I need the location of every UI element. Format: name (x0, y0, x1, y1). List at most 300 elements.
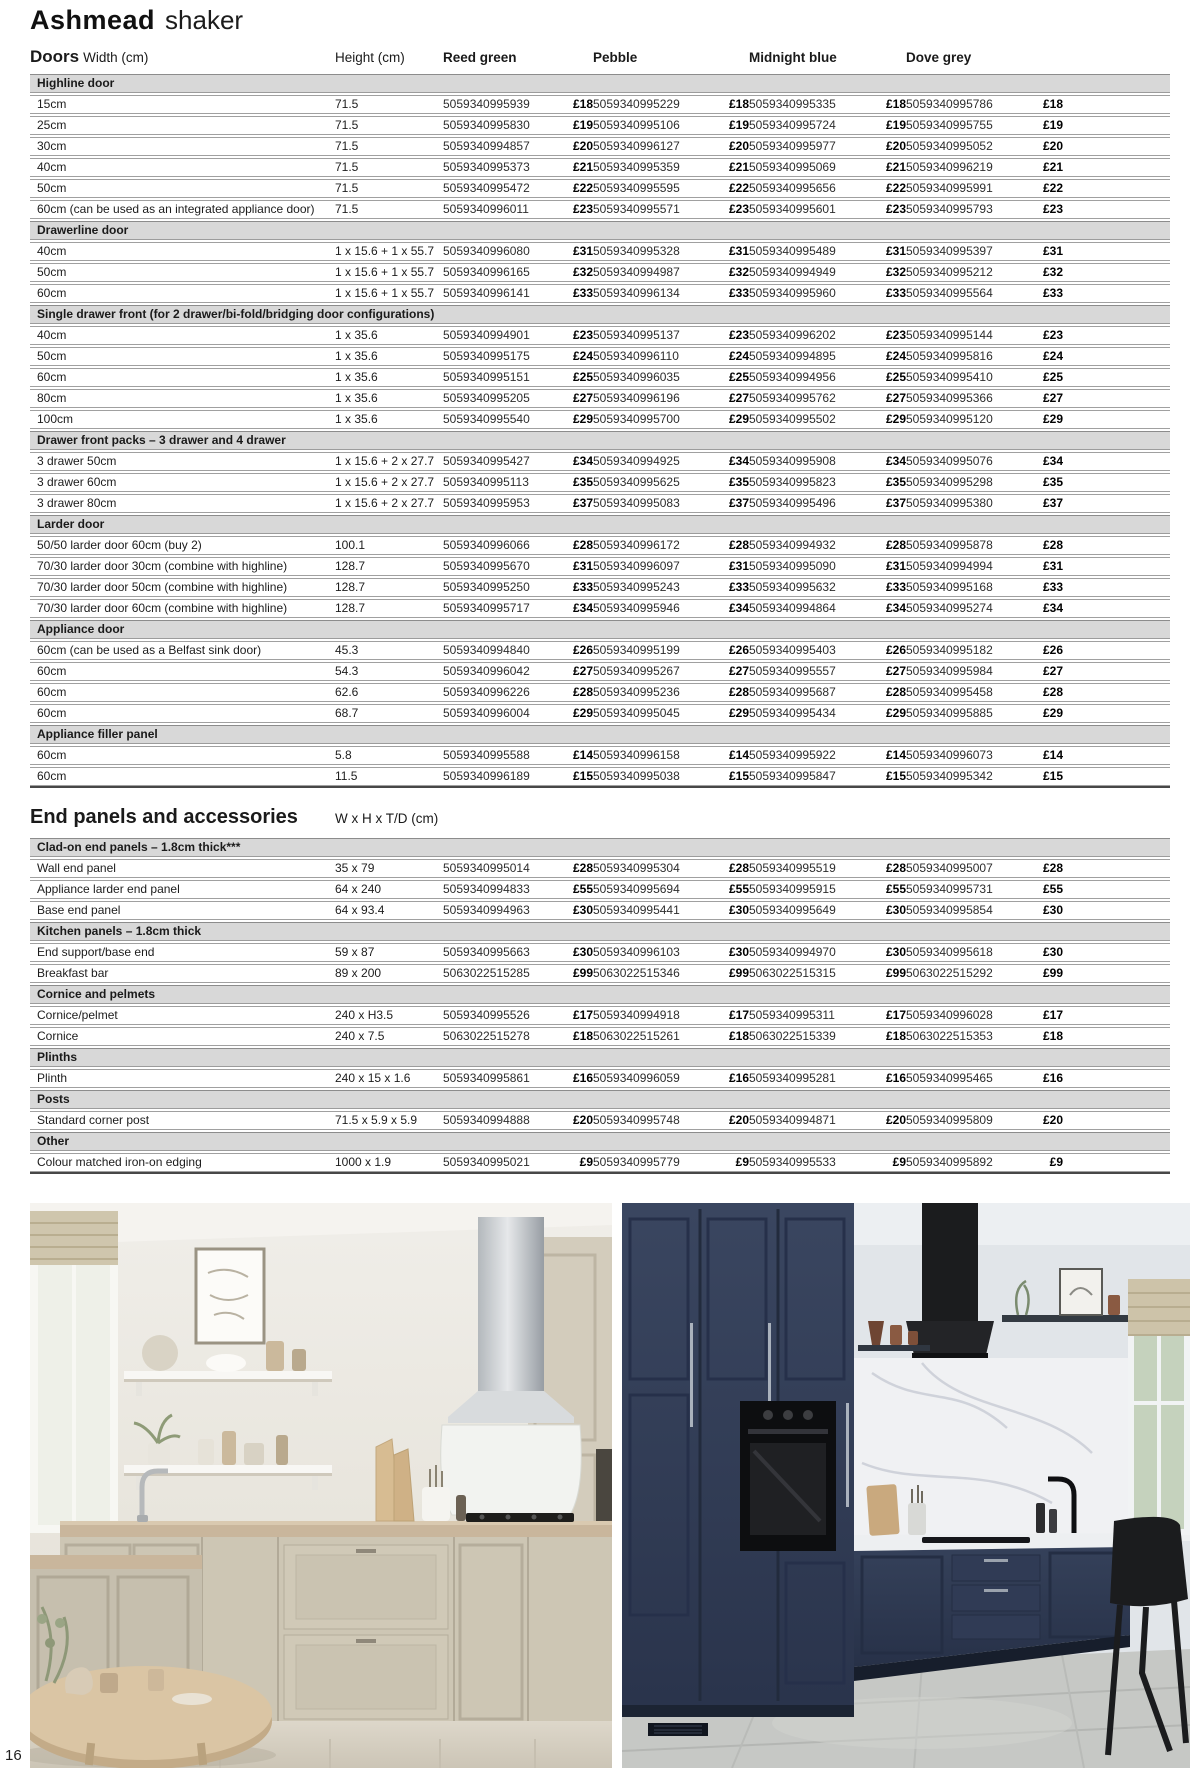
product-code: 5059340995809 (906, 1113, 993, 1127)
size-value: 11.5 (335, 769, 358, 783)
product-code: 5059340996172 (593, 538, 680, 552)
size-value: 35 x 79 (335, 861, 375, 875)
product-code: 5059340995779 (593, 1155, 680, 1169)
price-value: £21 (572, 160, 593, 174)
price-value: £33 (572, 286, 593, 300)
size-value: 128.7 (335, 601, 366, 615)
table-row (30, 536, 1170, 555)
product-code: 5059340995670 (443, 559, 530, 573)
price-value: £9 (735, 1155, 749, 1169)
product-code: 5063022515315 (749, 966, 836, 980)
product-code: 5059340995175 (443, 349, 530, 363)
price-value: £18 (728, 97, 749, 111)
product-code: 5059340995489 (749, 244, 836, 258)
product-code: 5059340996158 (593, 748, 680, 762)
price-value: £37 (728, 496, 749, 510)
price-value: £26 (1042, 643, 1063, 657)
size-value: 71.5 (335, 181, 359, 195)
price-value: £19 (728, 118, 749, 132)
price-value: £26 (728, 643, 749, 657)
product-code: 5059340995267 (593, 664, 680, 678)
table-row (30, 284, 1170, 303)
product-code: 5059340996042 (443, 664, 530, 678)
price-value: £24 (1042, 349, 1063, 363)
price-value: £17 (728, 1008, 749, 1022)
product-name: 70/30 larder door 60cm (combine with highline) (37, 601, 288, 615)
price-value: £31 (885, 559, 906, 573)
doors-table-header (30, 47, 1170, 72)
price-value: £14 (1042, 748, 1063, 762)
built-in-oven (740, 1401, 836, 1551)
price-value: £20 (728, 139, 749, 153)
product-name: Wall end panel (37, 861, 116, 875)
price-value: £32 (728, 265, 749, 279)
price-value: £20 (885, 139, 906, 153)
product-code: 5059340995717 (443, 601, 530, 615)
price-value: £23 (572, 202, 593, 216)
size-value: 1 x 35.6 (335, 349, 378, 363)
size-value: 5.8 (335, 748, 352, 762)
price-value: £20 (572, 139, 593, 153)
product-code: 5059340995144 (906, 328, 993, 342)
framed-art (196, 1249, 264, 1343)
price-value: £34 (728, 454, 749, 468)
size-value: 100.1 (335, 538, 366, 552)
price-value: £18 (885, 97, 906, 111)
table-row (30, 494, 1170, 513)
table-row (30, 880, 1170, 899)
table-row (30, 746, 1170, 765)
price-value: £29 (572, 412, 593, 426)
table-row (30, 158, 1170, 177)
product-name: Appliance larder end panel (37, 882, 180, 896)
table-row (30, 473, 1170, 492)
product-code: 5059340995632 (749, 580, 836, 594)
price-value: £18 (1042, 1029, 1063, 1043)
table-row (30, 137, 1170, 156)
price-value: £14 (728, 748, 749, 762)
table-row (30, 557, 1170, 576)
table-row (30, 347, 1170, 366)
table-row (30, 943, 1170, 962)
product-code: 5059340995861 (443, 1071, 530, 1085)
product-code: 5059340995656 (749, 181, 836, 195)
table-row (30, 1111, 1170, 1130)
price-value: £16 (885, 1071, 906, 1085)
product-code: 5063022515278 (443, 1029, 530, 1043)
price-value: £35 (1042, 475, 1063, 489)
section-header: Cornice and pelmets (30, 985, 1170, 1004)
product-code: 5059340995649 (749, 903, 836, 917)
product-code: 5059340994925 (593, 454, 680, 468)
price-value: £23 (728, 202, 749, 216)
mug (148, 1669, 164, 1691)
product-code: 5059340995694 (593, 882, 680, 896)
size-value: 59 x 87 (335, 945, 375, 959)
product-code: 5059340995199 (593, 643, 680, 657)
product-code: 5059340995557 (749, 664, 836, 678)
mug (100, 1673, 118, 1693)
price-value: £24 (885, 349, 906, 363)
price-value: £31 (728, 559, 749, 573)
product-code: 5059340995106 (593, 118, 680, 132)
colour-header-dove-grey: Dove grey (906, 50, 972, 65)
product-code: 5059340995502 (749, 412, 836, 426)
price-value: £26 (885, 643, 906, 657)
table-row (30, 1006, 1170, 1025)
price-value: £35 (885, 475, 906, 489)
product-code: 5059340995519 (749, 861, 836, 875)
product-name: 3 drawer 60cm (37, 475, 117, 489)
product-code: 5059340995274 (906, 601, 993, 615)
price-value: £34 (1042, 601, 1063, 615)
price-value: £33 (728, 580, 749, 594)
table-row (30, 116, 1170, 135)
product-code: 5059340995878 (906, 538, 993, 552)
price-value: £30 (728, 945, 749, 959)
product-code: 5059340995182 (906, 643, 993, 657)
size-value: 71.5 (335, 97, 359, 111)
product-code: 5059340996165 (443, 265, 530, 279)
table-row (30, 599, 1170, 618)
table-row (30, 200, 1170, 219)
price-value: £28 (885, 538, 906, 552)
product-code: 5059340996202 (749, 328, 836, 342)
section-header: Drawerline door (30, 221, 1170, 240)
table-row (30, 1069, 1170, 1088)
table-row (30, 179, 1170, 198)
size-value: 62.6 (335, 685, 359, 699)
price-value: £30 (728, 903, 749, 917)
price-value: £27 (572, 391, 593, 405)
size-value: 1 x 15.6 + 1 x 55.7 (335, 286, 435, 300)
product-code: 5059340995229 (593, 97, 680, 111)
size-value: 128.7 (335, 580, 366, 594)
catalog-page (30, 0, 1170, 1174)
price-value: £21 (728, 160, 749, 174)
product-code: 5059340995595 (593, 181, 680, 195)
product-code: 5059340996073 (906, 748, 993, 762)
product-name: 3 drawer 50cm (37, 454, 117, 468)
price-value: £33 (728, 286, 749, 300)
doors-header-sub: Width (cm) (83, 50, 149, 65)
table-row (30, 368, 1170, 387)
price-value: £31 (728, 244, 749, 258)
product-code: 5059340996226 (443, 685, 530, 699)
product-code: 5059340995243 (593, 580, 680, 594)
price-value: £31 (1042, 244, 1063, 258)
product-code: 5059340995731 (906, 882, 993, 896)
price-value: £9 (579, 1155, 593, 1169)
price-value: £25 (572, 370, 593, 384)
product-code: 5059340994963 (443, 903, 530, 917)
product-code: 5059340995748 (593, 1113, 680, 1127)
product-code: 5059340996080 (443, 244, 530, 258)
size-value: 1 x 35.6 (335, 328, 378, 342)
price-value: £17 (1042, 1008, 1063, 1022)
product-code: 5059340996134 (593, 286, 680, 300)
price-value: £23 (728, 328, 749, 342)
product-code: 5059340995014 (443, 861, 530, 875)
price-value: £55 (1042, 882, 1063, 896)
product-name: Colour matched iron-on edging (37, 1155, 202, 1169)
price-value: £28 (728, 685, 749, 699)
section-header: Clad-on end panels – 1.8cm thick*** (30, 838, 1170, 857)
product-code: 5059340996110 (593, 349, 679, 363)
section-header: Posts (30, 1090, 1170, 1109)
table-row (30, 1153, 1170, 1172)
size-value: 71.5 (335, 139, 359, 153)
price-value: £25 (728, 370, 749, 384)
price-value: £29 (728, 706, 749, 720)
price-value: £20 (728, 1113, 749, 1127)
product-code: 5059340995410 (906, 370, 993, 384)
product-code: 5059340996011 (443, 202, 529, 216)
price-value: £21 (885, 160, 906, 174)
price-value: £37 (885, 496, 906, 510)
product-code: 5059340995151 (443, 370, 530, 384)
price-value: £28 (1042, 538, 1063, 552)
price-value: £22 (1042, 181, 1063, 195)
price-value: £29 (1042, 412, 1063, 426)
product-code: 5059340996103 (593, 945, 680, 959)
doors-header (30, 47, 335, 67)
product-code: 5059340994970 (749, 945, 836, 959)
price-value: £27 (885, 664, 906, 678)
product-code: 5059340995922 (749, 748, 836, 762)
window (1126, 1279, 1190, 1541)
price-value: £34 (572, 601, 593, 615)
product-name: 80cm (37, 391, 67, 405)
product-name: 25cm (37, 118, 67, 132)
price-value: £9 (892, 1155, 906, 1169)
product-code: 5063022515261 (593, 1029, 680, 1043)
price-value: £15 (1042, 769, 1063, 783)
product-code: 5059340996141 (443, 286, 530, 300)
range-style: shaker (165, 5, 244, 35)
price-value: £27 (728, 664, 749, 678)
size-value: 1 x 35.6 (335, 391, 378, 405)
table-row (30, 662, 1170, 681)
product-name: 60cm (can be used as an integrated appliance door) (37, 202, 315, 216)
price-value: £55 (885, 882, 906, 896)
product-code: 5059340994987 (593, 265, 680, 279)
product-code: 5059340995250 (443, 580, 530, 594)
product-name: 60cm (37, 370, 67, 384)
price-value: £30 (572, 945, 593, 959)
size-value: 1 x 35.6 (335, 370, 378, 384)
price-value: £23 (1042, 202, 1063, 216)
price-value: £20 (885, 1113, 906, 1127)
price-value: £24 (572, 349, 593, 363)
product-code: 5059340995892 (906, 1155, 993, 1169)
product-code: 5059340995885 (906, 706, 993, 720)
product-name: Cornice/pelmet (37, 1008, 118, 1022)
price-value: £25 (1042, 370, 1063, 384)
product-code: 5059340995793 (906, 202, 993, 216)
table-row (30, 263, 1170, 282)
kitchen-photo-midnight-blue (622, 1203, 1190, 1768)
price-value: £31 (885, 244, 906, 258)
product-name: 40cm (37, 160, 67, 174)
product-name: 40cm (37, 244, 67, 258)
table-row (30, 389, 1170, 408)
price-value: £25 (885, 370, 906, 384)
product-code: 5059340995977 (749, 139, 836, 153)
table-row (30, 95, 1170, 114)
price-value: £19 (1042, 118, 1063, 132)
product-name: 70/30 larder door 50cm (combine with highline) (37, 580, 288, 594)
product-code: 5059340995366 (906, 391, 993, 405)
product-code: 5063022515353 (906, 1029, 993, 1043)
price-value: £18 (728, 1029, 749, 1043)
product-code: 5059340994888 (443, 1113, 530, 1127)
price-value: £55 (728, 882, 749, 896)
price-value: £16 (1042, 1071, 1063, 1085)
product-code: 5059340995342 (906, 769, 993, 783)
price-value: £20 (1042, 1113, 1063, 1127)
price-value: £18 (572, 1029, 593, 1043)
product-code: 5059340994994 (906, 559, 993, 573)
section-header: Other (30, 1132, 1170, 1151)
price-value: £29 (728, 412, 749, 426)
product-code: 5059340996219 (906, 160, 993, 174)
size-value: 1 x 35.6 (335, 412, 378, 426)
price-value: £30 (1042, 903, 1063, 917)
product-code: 5063022515346 (593, 966, 680, 980)
product-code: 5059340995434 (749, 706, 836, 720)
product-code: 5059340995298 (906, 475, 993, 489)
table-row (30, 410, 1170, 429)
product-code: 5059340995090 (749, 559, 836, 573)
accessories-price-table (30, 838, 1170, 1174)
product-code: 5059340995472 (443, 181, 530, 195)
product-code: 5059340995120 (906, 412, 993, 426)
table-row (30, 641, 1170, 660)
product-name: 60cm (37, 685, 67, 699)
product-code: 5059340995663 (443, 945, 530, 959)
price-value: £20 (1042, 139, 1063, 153)
height-column-header: Height (cm) (335, 50, 405, 65)
table-row (30, 704, 1170, 723)
product-name: 50/50 larder door 60cm (buy 2) (37, 538, 202, 552)
price-value: £15 (572, 769, 593, 783)
price-value: £22 (885, 181, 906, 195)
table-row (30, 242, 1170, 261)
product-code: 5059340995823 (749, 475, 836, 489)
size-value: 71.5 x 5.9 x 5.9 (335, 1113, 418, 1127)
product-code: 5059340995700 (593, 412, 680, 426)
size-value: 64 x 240 (335, 882, 382, 896)
price-value: £18 (885, 1029, 906, 1043)
price-value: £27 (1042, 391, 1063, 405)
price-value: £34 (572, 454, 593, 468)
size-value: 1 x 15.6 + 2 x 27.7 (335, 475, 435, 489)
product-name: Plinth (37, 1071, 68, 1085)
price-value: £24 (728, 349, 749, 363)
table-row (30, 964, 1170, 983)
product-code: 5059340994901 (443, 328, 530, 342)
product-code: 5059340994857 (443, 139, 530, 153)
price-value: £26 (572, 643, 593, 657)
price-value: £14 (572, 748, 593, 762)
product-code: 5059340995939 (443, 97, 530, 111)
product-code: 5059340995168 (906, 580, 993, 594)
price-value: £99 (1042, 966, 1063, 980)
price-value: £28 (885, 685, 906, 699)
price-value: £21 (1042, 160, 1063, 174)
price-value: £9 (1049, 1155, 1063, 1169)
size-value: 240 x 15 x 1.6 (335, 1071, 411, 1085)
product-code: 5059340995373 (443, 160, 530, 174)
product-code: 5059340996059 (593, 1071, 680, 1085)
product-code: 5059340996127 (593, 139, 680, 153)
product-name: 70/30 larder door 30cm (combine with highline) (37, 559, 288, 573)
product-name: 3 drawer 80cm (37, 496, 117, 510)
product-name: 50cm (37, 181, 67, 195)
price-value: £32 (572, 265, 593, 279)
product-name: 15cm (37, 97, 67, 111)
price-value: £33 (885, 580, 906, 594)
price-value: £30 (885, 945, 906, 959)
product-code: 5059340996097 (593, 559, 680, 573)
window (30, 1211, 118, 1533)
product-code: 5059340995281 (749, 1071, 836, 1085)
price-value: £37 (1042, 496, 1063, 510)
section-header: Appliance filler panel (30, 725, 1170, 744)
product-code: 5059340995588 (443, 748, 530, 762)
size-value: 1 x 15.6 + 2 x 27.7 (335, 454, 435, 468)
table-row (30, 901, 1170, 920)
price-value: £30 (572, 903, 593, 917)
product-code: 5059340996189 (443, 769, 530, 783)
product-code: 5059340995328 (593, 244, 680, 258)
product-code: 5059340995830 (443, 118, 530, 132)
product-name: 60cm (37, 664, 67, 678)
price-value: £34 (885, 454, 906, 468)
product-code: 5059340995687 (749, 685, 836, 699)
price-value: £15 (885, 769, 906, 783)
size-value: 240 x H3.5 (335, 1008, 394, 1022)
product-code: 5059340995403 (749, 643, 836, 657)
section-header: Kitchen panels – 1.8cm thick (30, 922, 1170, 941)
size-value: 1 x 15.6 + 1 x 55.7 (335, 244, 435, 258)
product-code: 5059340996004 (443, 706, 530, 720)
product-code: 5059340995427 (443, 454, 530, 468)
product-code: 5059340995304 (593, 861, 680, 875)
size-value: 1000 x 1.9 (335, 1155, 392, 1169)
price-value: £16 (728, 1071, 749, 1085)
product-code: 5059340995571 (593, 202, 680, 216)
price-value: £22 (572, 181, 593, 195)
price-value: £28 (572, 685, 593, 699)
price-value: £18 (1042, 97, 1063, 111)
product-code: 5059340995755 (906, 118, 993, 132)
product-code: 5059340995007 (906, 861, 993, 875)
price-value: £33 (885, 286, 906, 300)
product-name: End support/base end (37, 945, 155, 959)
product-name: 60cm (37, 748, 67, 762)
product-name: 100cm (37, 412, 74, 426)
kitchen-photos (30, 1203, 1190, 1768)
product-code: 5059340995441 (593, 903, 680, 917)
product-code: 5059340995960 (749, 286, 836, 300)
page-number: 16 (5, 1747, 22, 1764)
price-value: £28 (885, 861, 906, 875)
product-name: 60cm (37, 286, 67, 300)
table-row (30, 683, 1170, 702)
product-name: 60cm (37, 769, 67, 783)
